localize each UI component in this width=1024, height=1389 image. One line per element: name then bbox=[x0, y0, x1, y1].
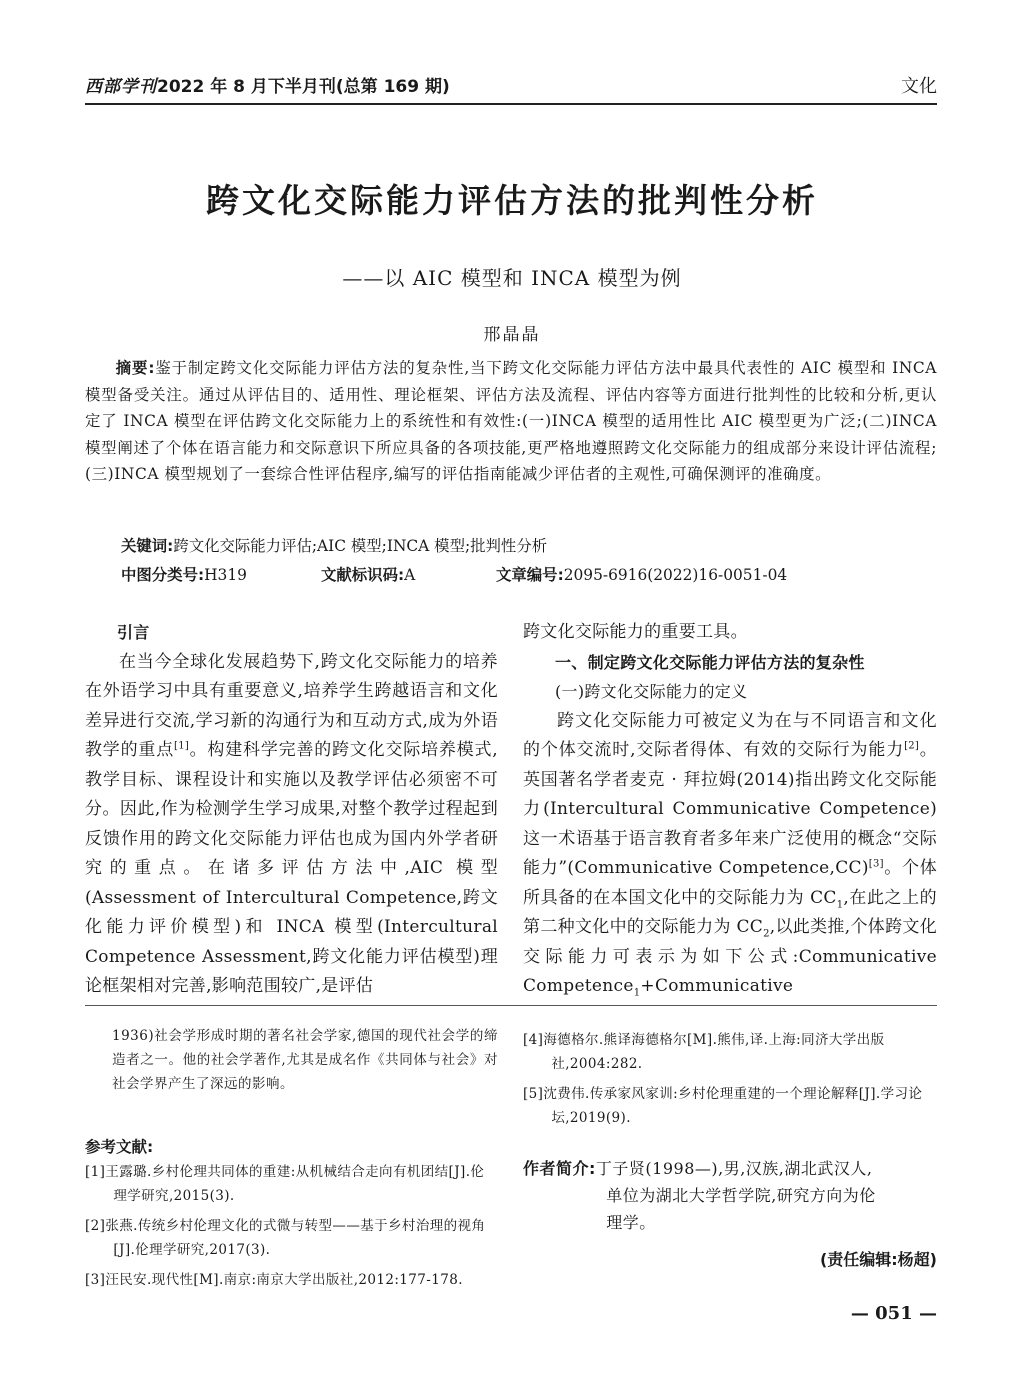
doc-code-value: A bbox=[404, 566, 416, 584]
article-no-value: 2095-6916(2022)16-0051-04 bbox=[563, 566, 788, 584]
classification-line bbox=[121, 563, 787, 585]
keywords-text: 跨文化交际能力评估;AIC 模型;INCA 模型;批判性分析 bbox=[173, 537, 548, 555]
issue-info: 2022 年 8 月下半月刊(总第 169 期) bbox=[157, 77, 450, 97]
definition-paragraph: 跨文化交际能力可被定义为在与不同语言和文化的个体交流时,交际者得体、有效的交际行为能力[2]。英国著名学者麦克 · 拜拉姆(2014)指出跨文化交际能力(Intercultural Communicative Competence)这一术语基于语言教育者多年来广泛使用的概念“交际能力”(Communicative Competence,CC)[3]。个体所具备的在本国文化中的交际能力为 $CC_1$,在此之上的第二种文化中的交际能力为 $CC_2$,以此类推,个体跨文化交际能力可表示为如下公式:Communicative Competence$_1$+Communicative bbox=[523, 710, 938, 999]
reference-item: [5]沈费伟.传承家风家训:乡村伦理重建的一个理论解释[J].学习论坛,2019(9). bbox=[523, 1086, 923, 1126]
footnote-text: 1936)社会学形成时期的著名社会学家,德国的现代社会学的缔造者之一。他的社会学著作,尤其是成名作《共同体与社会》对社会学界产生了深远的影响。 bbox=[112, 1028, 498, 1092]
reference-item: [1]王露璐.乡村伦理共同体的重建:从机械结合走向有机团结[J].伦理学研究,2015(3). bbox=[85, 1164, 485, 1204]
citation-1: [1] bbox=[174, 740, 190, 752]
footnote bbox=[85, 1024, 498, 1096]
reference-item: [3]汪民安.现代性[M].南京:南京大学出版社,2012:177-178. bbox=[85, 1272, 463, 1288]
references-heading: 参考文献: bbox=[85, 1138, 154, 1156]
references-right bbox=[523, 1028, 937, 1136]
body-column-left bbox=[85, 618, 498, 1002]
clc-label: 中图分类号: bbox=[121, 566, 205, 584]
references-left bbox=[85, 1160, 498, 1298]
author-name: 邢晶晶 bbox=[483, 325, 541, 345]
subsection-1-heading: (一)跨文化交际能力的定义 bbox=[555, 682, 748, 701]
header-divider bbox=[85, 103, 937, 105]
intro-paragraph-continued: 跨文化交际能力的重要工具。 bbox=[523, 622, 748, 642]
article-subtitle: ——以 AIC 模型和 INCA 模型为例 bbox=[342, 266, 682, 290]
abstract bbox=[85, 355, 937, 488]
bio-line-2: 单位为湖北大学哲学院,研究方向为伦 bbox=[606, 1186, 876, 1205]
responsible-editor: (责任编辑:杨超) bbox=[819, 1250, 937, 1269]
article-no-label: 文章编号: bbox=[496, 566, 564, 584]
bio-line-1: 丁子贤(1998—),男,汉族,湖北武汉人, bbox=[595, 1159, 873, 1178]
doc-code-label: 文献标识码: bbox=[321, 566, 405, 584]
citation-2: [2] bbox=[904, 740, 920, 752]
reference-item: [4]海德格尔.熊译海德格尔[M].熊伟,译.上海:同济大学出版社,2004:282. bbox=[523, 1032, 885, 1072]
keywords bbox=[121, 534, 547, 556]
bio-line-3: 理学。 bbox=[606, 1213, 656, 1232]
intro-paragraph: 在当今全球化发展趋势下,跨文化交际能力的培养在外语学习中具有重要意义,培养学生跨越语言和文化差异进行交流,学习新的沟通行为和互动方式,成为外语教学的重点[1]。构建科学完善的跨文化交际培养模式,教学目标、课程设计和实施以及教学评估必须密不可分。因此,作为检测学生学习成果,对整个教学过程起到反馈作用的跨文化交际能力评估也成为国内外学者研究的重点。在诸多评估方法中,AIC 模型(Assessment of Intercultural Competence,跨文化能力评价模型)和 INCA 模型(Intercultural Competence Assessment,跨文化能力评估模型)理论框架相对完善,影响范围较广,是评估 bbox=[85, 651, 498, 996]
clc-value: H319 bbox=[204, 566, 247, 584]
reference-item: [2]张燕.传统乡村伦理文化的式微与转型——基于乡村治理的视角[J].伦理学研究,2017(3). bbox=[85, 1218, 486, 1258]
intro-heading: 引言 bbox=[117, 623, 150, 642]
abstract-text: 鉴于制定跨文化交际能力评估方法的复杂性,当下跨文化交际能力评估方法中最具代表性的 AIC 模型和 INCA 模型备受关注。通过从评估目的、适用性、理论框架、评估方法及流程、评估内容等方面进行批判性的比较和分析,更认定了 INCA 模型在评估跨文化交际能力上的系统性和有效性:(一)INCA 模型的适用性比 AIC 模型更为广泛;(二)INCA 模型阐述了个体在语言能力和交际意识下所应具备的各项技能,更严格地遵照跨文化交际能力的组成部分来设计评估流程;(三)INCA 模型规划了一套综合性评估程序,编写的评估指南能减少评估者的主观性,可确保测评的准确度。 bbox=[85, 359, 937, 483]
running-header-journal bbox=[85, 72, 450, 97]
bio-label: 作者简介: bbox=[523, 1159, 596, 1178]
section-label: 文化 bbox=[901, 76, 937, 97]
abstract-label: 摘要: bbox=[115, 359, 156, 377]
notes-divider bbox=[85, 1005, 937, 1006]
article-title: 跨文化交际能力评估方法的批判性分析 bbox=[206, 181, 818, 220]
section-1-heading: 一、制定跨文化交际能力评估方法的复杂性 bbox=[555, 652, 865, 672]
body-column-right bbox=[523, 618, 937, 1002]
page-number: — 051 — bbox=[850, 1303, 937, 1324]
journal-logo: 西部学刊 bbox=[85, 77, 157, 97]
author-bio bbox=[523, 1155, 937, 1236]
citation-3: [3] bbox=[868, 858, 884, 870]
keywords-label: 关键词: bbox=[121, 537, 174, 555]
